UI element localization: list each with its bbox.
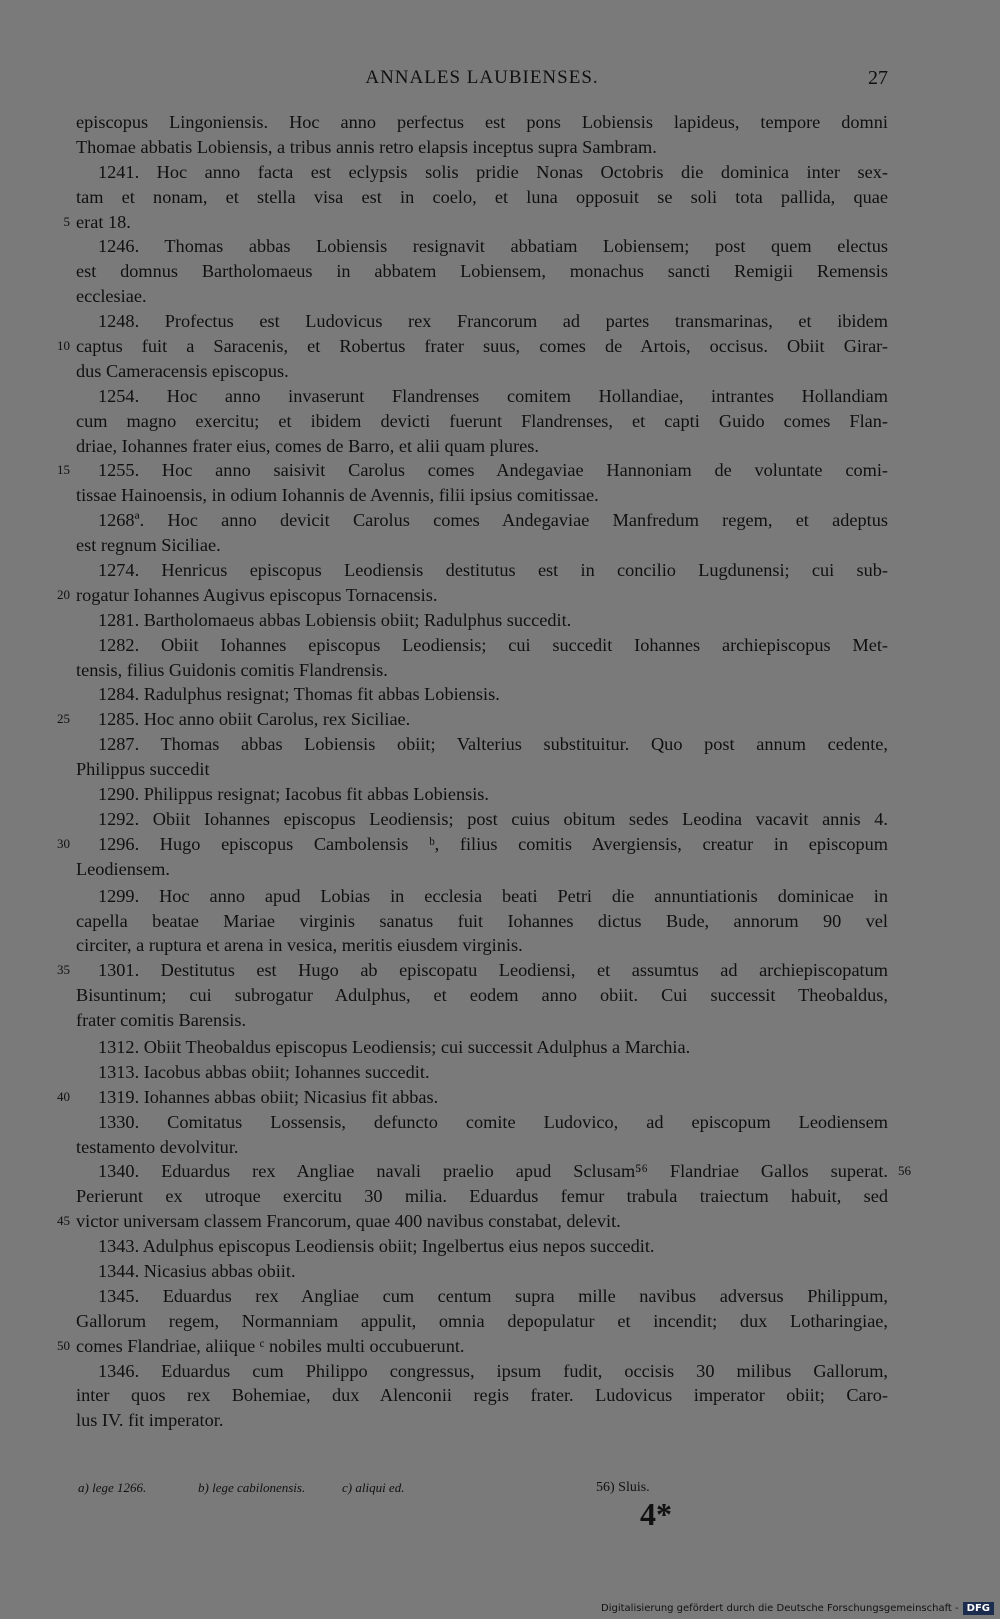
- text-line: [76, 909, 888, 934]
- line-text: tensis, filius Guidonis comitis Flandrensis.: [76, 659, 388, 680]
- running-title: ANNALES LAUBIENSES.: [365, 67, 599, 88]
- text-line: [76, 384, 888, 409]
- line-text: Perierunt ex utroque exercitu 30 milia. Eduardus femur trabula traiectum habuit, sed: [76, 1186, 888, 1207]
- line-number: 45: [57, 1213, 70, 1229]
- text-line: [57, 334, 888, 359]
- text-line: [76, 757, 888, 782]
- text-line: [76, 1184, 888, 1209]
- text-line: [76, 434, 888, 459]
- footnote-b: b) lege cabilonensis.: [198, 1480, 306, 1495]
- line-text: 1319. Iohannes abbas obiit; Nicasius fit abbas.: [98, 1086, 439, 1107]
- text-line: [57, 458, 888, 483]
- text-line: [76, 1035, 888, 1060]
- text-line: [76, 782, 888, 807]
- text-line: [76, 857, 888, 882]
- text-line: [63, 210, 888, 235]
- line-text: cum magno exercitu; et ibidem devicti fuerunt Flandrenses, et capti Guido comes Flan-: [76, 410, 888, 431]
- line-text: dus Cameracensis episcopus.: [76, 360, 289, 381]
- footnote-a: a) lege 1266.: [78, 1480, 147, 1495]
- line-number: 10: [57, 338, 70, 354]
- line-text: 1254. Hoc anno invaserunt Flandrenses comitem Hollandiae, intrantes Hollandiam: [98, 385, 888, 406]
- line-text: circiter, a ruptura et arena in vesica, meritis eiusdem virginis.: [76, 935, 523, 956]
- line-text: erat 18.: [76, 211, 131, 232]
- line-text: 1241. Hoc anno facta est eclypsis solis pridie Nonas Octobris die dominica inter sex-: [98, 161, 888, 182]
- text-line: [76, 1359, 888, 1384]
- line-text: testamento devolvitur.: [76, 1136, 239, 1157]
- text-line: [76, 409, 888, 434]
- line-text: tam et nonam, et stella visa est in coelo, et luna opposuit se soli tota pallida, quae: [76, 186, 888, 207]
- line-text: tissae Hainoensis, in odium Iohannis de Avennis, filii ipsius comitissae.: [76, 485, 599, 506]
- text-line: [57, 1209, 888, 1234]
- footnote-c: c) aliqui ed.: [342, 1480, 405, 1495]
- text-line: [57, 832, 888, 857]
- line-text: episcopus Lingoniensis. Hoc anno perfectus est pons Lobiensis lapideus, tempore domni: [76, 112, 888, 132]
- line-text: Thomae abbatis Lobiensis, a tribus annis retro elapsis inceptus supra Sambram.: [76, 136, 657, 157]
- text-line: [76, 1284, 888, 1309]
- text-line: [76, 933, 888, 958]
- margin-note-number: 56: [898, 1163, 911, 1179]
- text-line: [76, 608, 888, 633]
- line-text: 1340. Eduardus rex Angliae navali praelio apud Sclusam⁵⁶ Flandriae Gallos superat.: [98, 1161, 888, 1182]
- text-line: [76, 483, 888, 508]
- line-text: 1345. Eduardus rex Angliae cum centum supra mille navibus adversus Philippum,: [98, 1285, 888, 1306]
- line-text: est regnum Siciliae.: [76, 535, 221, 556]
- text-line: [76, 1234, 888, 1259]
- line-text: est domnus Bartholomaeus in abbatem Lobiensem, monachus sancti Remigii Remensis: [76, 261, 888, 282]
- line-text: inter quos rex Bohemiae, dux Alenconii regis frater. Ludovicus imperator obiit; Caro-: [76, 1385, 888, 1406]
- text-body: [57, 110, 911, 1433]
- text-line: [76, 135, 888, 160]
- text-line: [57, 1334, 888, 1359]
- text-line: [76, 1110, 888, 1135]
- text-line: [76, 1008, 888, 1033]
- line-text: Gallorum regem, Normanniam appulit, omnia depopulatur et incendit; dux Lotharingiae,: [76, 1310, 888, 1331]
- line-text: rogatur Iohannes Augivus episcopus Tornacensis.: [76, 584, 438, 605]
- line-text: 1313. Iacobus abbas obiit; Iohannes succedit.: [98, 1061, 430, 1082]
- text-line: [76, 160, 888, 185]
- line-number: 35: [57, 962, 70, 978]
- text-line: [76, 1309, 888, 1334]
- line-text: 1330. Comitatus Lossensis, defuncto comite Ludovico, ad episcopum Leodiensem: [98, 1111, 888, 1132]
- line-text: Philippus succedit: [76, 759, 210, 780]
- line-text: 1301. Destitutus est Hugo ab episcopatu Leodiensi, et assumtus ad archiepiscopatum: [98, 960, 888, 981]
- text-line: [76, 185, 888, 210]
- text-line: [76, 633, 888, 658]
- line-text: 1285. Hoc anno obiit Carolus, rex Siciliae.: [98, 709, 411, 730]
- line-text: 1312. Obiit Theobaldus episcopus Leodiensis; cui successit Adulphus a Marchia.: [98, 1036, 691, 1057]
- line-text: 1296. Hugo episcopus Cambolensis ᵇ, filius comitis Avergiensis, creatur in episcopum: [98, 833, 888, 854]
- text-line: [76, 1159, 911, 1184]
- line-number: 5: [63, 213, 70, 229]
- text-line: [57, 1085, 888, 1110]
- text-line: [76, 110, 888, 135]
- line-number: 25: [57, 711, 70, 727]
- line-text: 1246. Thomas abbas Lobiensis resignavit abbatiam Lobiensem; post quem electus: [98, 236, 888, 257]
- line-text: 1290. Philippus resignat; Iacobus fit abbas Lobiensis.: [98, 784, 489, 805]
- line-text: Bisuntinum; cui subrogatur Adulphus, et eodem anno obiit. Cui successit Theobaldus,: [76, 985, 888, 1006]
- line-text: 1268ª. Hoc anno devicit Carolus comes Andegaviae Manfredum regem, et adeptus: [98, 510, 888, 531]
- line-number: 50: [57, 1337, 70, 1353]
- line-number: 20: [57, 586, 70, 602]
- line-text: 1274. Henricus episcopus Leodiensis destitutus est in concilio Lugdunensi; cui sub-: [98, 560, 888, 581]
- text-line: [76, 508, 888, 533]
- line-text: victor universam classem Francorum, quae 400 navibus constabat, delevit.: [76, 1211, 621, 1232]
- text-line: [76, 658, 888, 683]
- text-line: [76, 1060, 888, 1085]
- dfg-logo: DFG: [963, 1602, 994, 1615]
- line-text: 1299. Hoc anno apud Lobias in ecclesia beati Petri die annuntiationis dominicae in: [98, 885, 888, 906]
- line-text: 1248. Profectus est Ludovicus rex Francorum ad partes transmarinas, et ibidem: [98, 311, 888, 332]
- line-text: capella beatae Mariae virginis sanatus fuit Iohannes dictus Bude, annorum 90 vel: [76, 910, 888, 931]
- signature-mark: 4*: [640, 1496, 672, 1532]
- text-line: [76, 807, 888, 832]
- text-line: [57, 958, 888, 983]
- text-line: [76, 1408, 888, 1433]
- line-text: 1292. Obiit Iohannes episcopus Leodiensis; post cuius obitum sedes Leodina vacavit annis 4.: [98, 808, 888, 829]
- text-line: [57, 583, 888, 608]
- line-text: 1281. Bartholomaeus abbas Lobiensis obiit; Radulphus succedit.: [98, 609, 572, 630]
- footnote-56: 56) Sluis.: [596, 1480, 650, 1495]
- text-line: [76, 533, 888, 558]
- line-number: 30: [57, 835, 70, 851]
- text-line: [76, 359, 888, 384]
- footnotes: [78, 1480, 888, 1502]
- line-text: comes Flandriae, aliique ᶜ nobiles multi occubuerunt.: [76, 1335, 465, 1356]
- text-line: [76, 1383, 888, 1408]
- line-text: 1284. Radulphus resignat; Thomas fit abbas Lobiensis.: [98, 684, 500, 705]
- line-number: 15: [57, 462, 70, 478]
- running-header: [76, 67, 888, 95]
- line-text: lus IV. fit imperator.: [76, 1410, 224, 1431]
- credit-text: Digitalisierung gefördert durch die Deutsche Forschungsgemeinschaft -: [601, 1603, 959, 1614]
- line-text: 1287. Thomas abbas Lobiensis obiit; Valterius substituitur. Quo post annum cedente,: [98, 734, 888, 755]
- line-text: Leodiensem.: [76, 858, 170, 879]
- line-text: frater comitis Barensis.: [76, 1010, 247, 1031]
- digitization-credit: [601, 1602, 994, 1615]
- line-text: captus fuit a Saracenis, et Robertus frater suus, comes de Artois, occisus. Obiit Girar-: [76, 336, 888, 357]
- text-line: [76, 309, 888, 334]
- line-text: 1346. Eduardus cum Philippo congressus, ipsum fudit, occisis 30 milibus Gallorum,: [98, 1360, 888, 1381]
- text-line: [76, 732, 888, 757]
- text-line: [76, 1135, 888, 1160]
- line-text: ecclesiae.: [76, 286, 147, 307]
- line-number: 40: [57, 1088, 70, 1104]
- line-text: driae, Iohannes frater eius, comes de Barro, et alii quam plures.: [76, 435, 539, 456]
- text-line: [76, 259, 888, 284]
- line-text: 1282. Obiit Iohannes episcopus Leodiensis; cui succedit Iohannes archiepiscopus Met-: [98, 634, 888, 655]
- line-text: 1255. Hoc anno saisivit Carolus comes Andegaviae Hannoniam de voluntate comi-: [98, 460, 888, 481]
- text-line: [57, 707, 888, 732]
- text-line: [76, 1259, 888, 1284]
- text-line: [76, 284, 888, 309]
- line-text: 1344. Nicasius abbas obiit.: [98, 1260, 296, 1281]
- text-line: [76, 558, 888, 583]
- line-text: 1343. Adulphus episcopus Leodiensis obiit; Ingelbertus eius nepos succedit.: [98, 1236, 655, 1257]
- text-line: [76, 983, 888, 1008]
- text-line: [76, 884, 888, 909]
- page-number: 27: [868, 67, 888, 89]
- text-line: [76, 682, 888, 707]
- text-line: [76, 234, 888, 259]
